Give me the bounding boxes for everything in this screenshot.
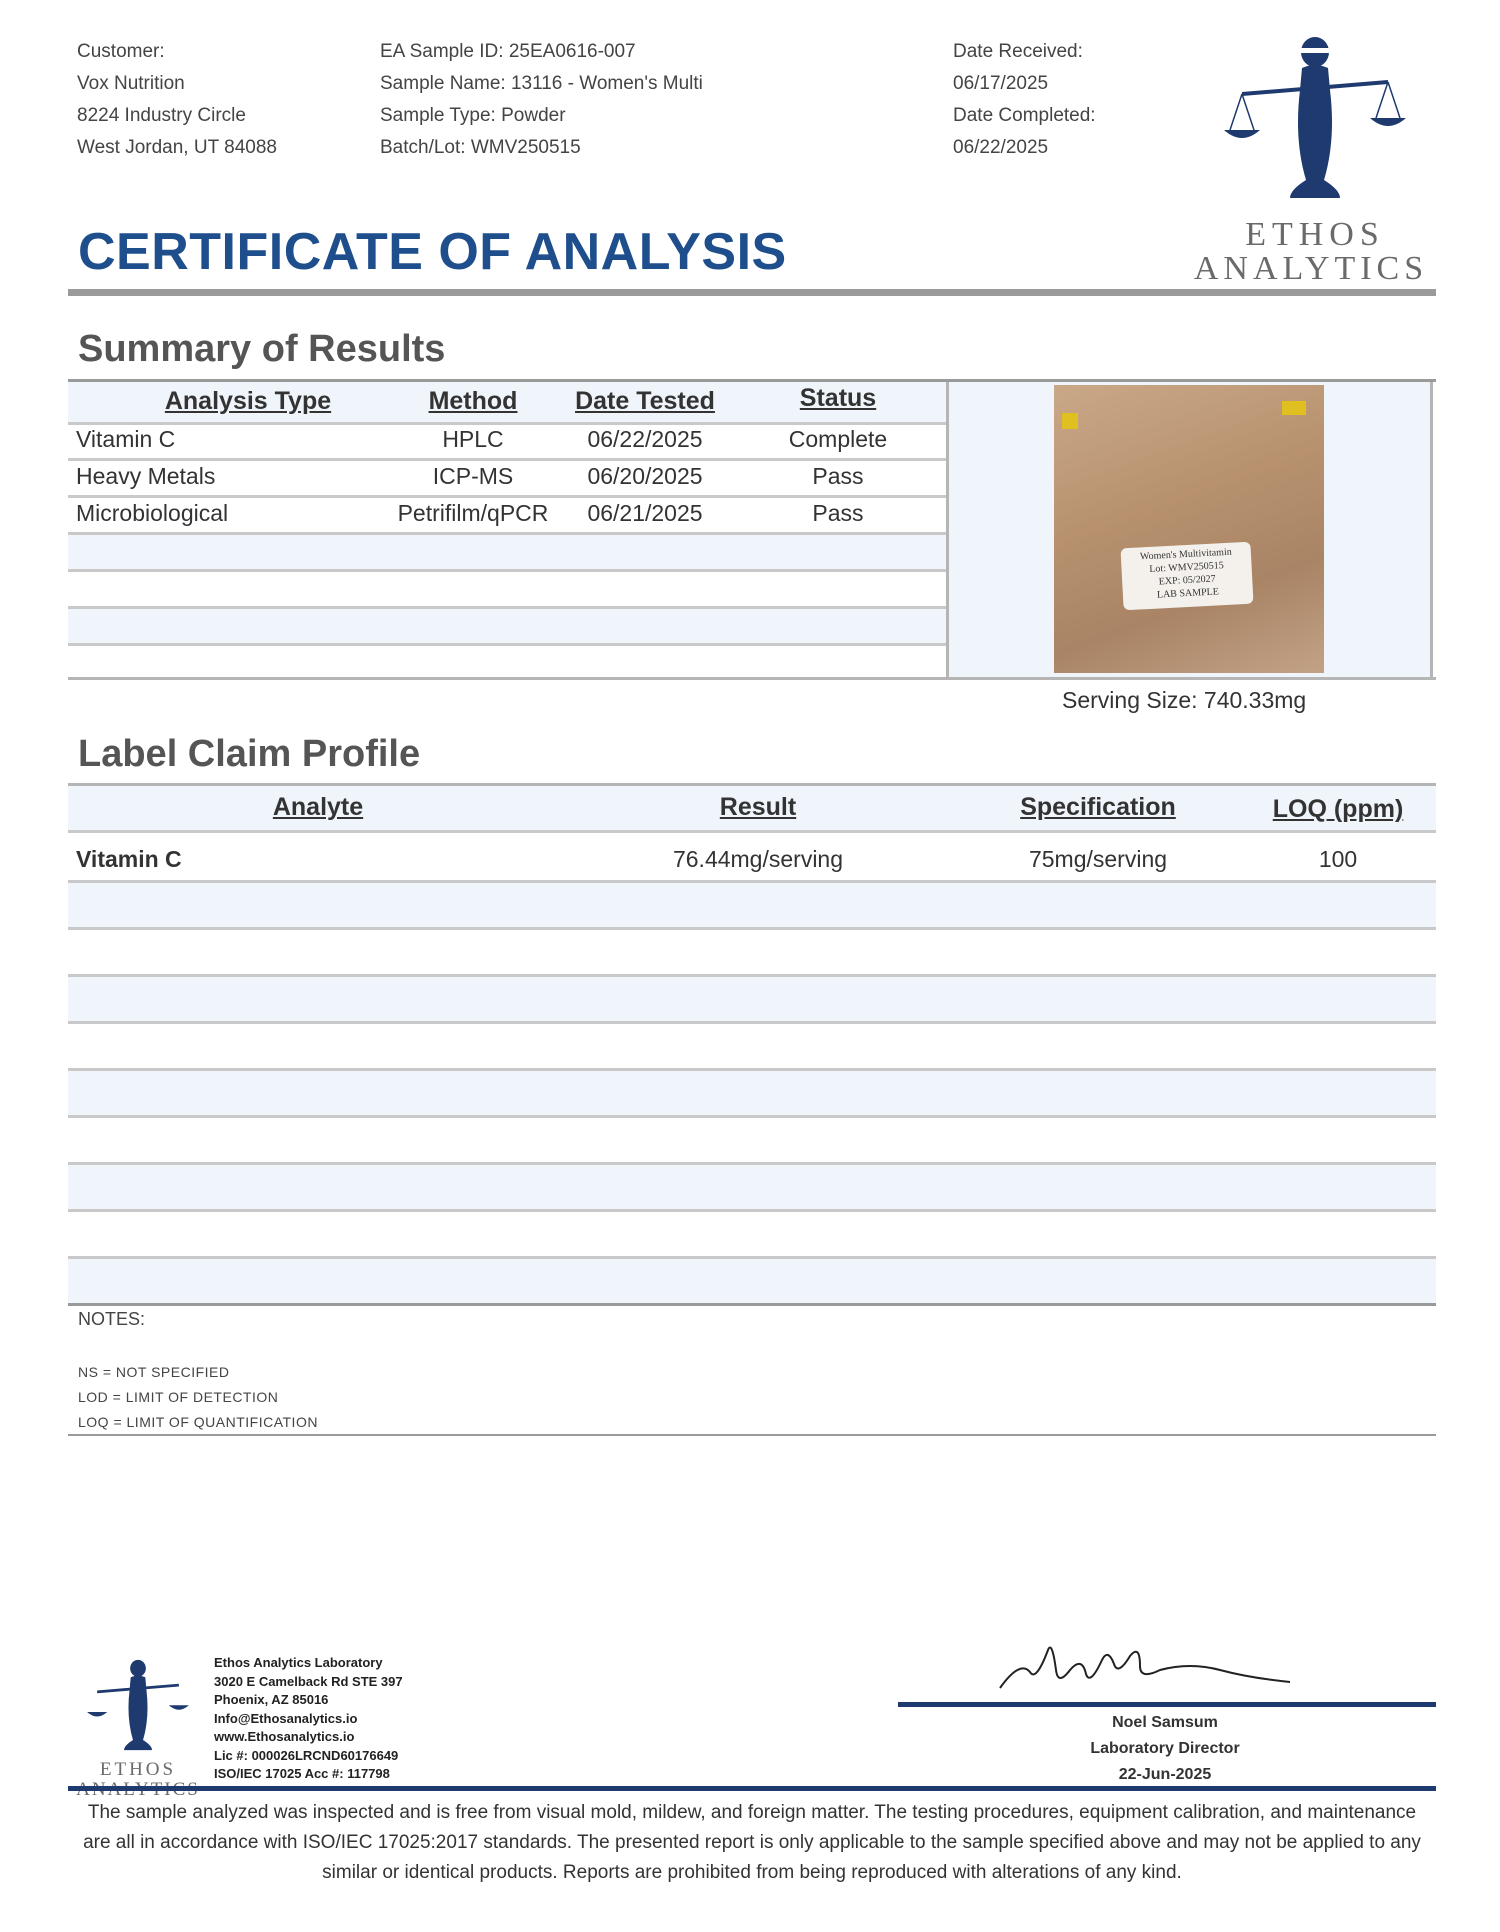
lab-license: Lic #: 000026LRCND60176649 bbox=[214, 1747, 399, 1763]
summary-row3-status: Pass bbox=[812, 500, 864, 526]
notes-list bbox=[78, 1360, 318, 1435]
sample-type: Sample Type: Powder bbox=[380, 105, 566, 126]
director-signature bbox=[990, 1630, 1310, 1700]
claim-empty-row-bg bbox=[68, 1259, 1436, 1303]
claim-col-loq: LOQ (ppm) bbox=[1272, 795, 1404, 823]
claim-row1-result: 76.44mg/serving bbox=[672, 846, 844, 872]
claim-col-analyte: Analyte bbox=[272, 793, 364, 821]
summary-row3-date: 06/21/2025 bbox=[587, 500, 703, 526]
batch-lot: Batch/Lot: WMV250515 bbox=[380, 137, 581, 158]
footer-logo-line1: ETHOS bbox=[99, 1759, 177, 1780]
note-lod: LOD = LIMIT OF DETECTION bbox=[78, 1389, 279, 1405]
footer-divider bbox=[68, 1786, 1436, 1791]
claim-bottom-rule bbox=[68, 1303, 1436, 1306]
lady-justice-scales-icon bbox=[1190, 30, 1440, 205]
claim-header-rule bbox=[68, 830, 1436, 833]
customer-name: Vox Nutrition bbox=[77, 73, 185, 94]
summary-empty-row-bg bbox=[68, 609, 946, 643]
claim-empty-row-bg bbox=[68, 1071, 1436, 1115]
claim-row1-loq: 100 bbox=[1318, 846, 1358, 872]
sample-id: EA Sample ID: 25EA0616-007 bbox=[380, 41, 636, 62]
dates-block bbox=[953, 36, 1096, 164]
summary-row1-date: 06/22/2025 bbox=[587, 426, 703, 452]
summary-heading: Summary of Results bbox=[78, 328, 446, 370]
summary-row2-analysis: Heavy Metals bbox=[76, 463, 216, 489]
summary-col-status: Status bbox=[799, 384, 877, 412]
claim-row-rule bbox=[68, 1021, 1436, 1024]
lab-iso: ISO/IEC 17025 Acc #: 117798 bbox=[214, 1766, 390, 1781]
sample-name: Sample Name: 13116 - Women's Multi bbox=[380, 73, 703, 94]
customer-address-line1: 8224 Industry Circle bbox=[77, 105, 246, 126]
lab-name: Ethos Analytics Laboratory bbox=[214, 1655, 383, 1670]
date-received: 06/17/2025 bbox=[953, 73, 1049, 94]
summary-header-rule bbox=[68, 422, 946, 425]
customer-label: Customer: bbox=[77, 41, 165, 62]
claim-row1-specification: 75mg/serving bbox=[1028, 846, 1168, 872]
claim-col-specification: Specification bbox=[1020, 793, 1176, 821]
summary-col-method: Method bbox=[428, 387, 518, 415]
summary-row2-method: ICP-MS bbox=[432, 463, 514, 489]
sample-bag-label bbox=[1120, 542, 1253, 611]
lab-address2: Phoenix, AZ 85016 bbox=[214, 1692, 329, 1707]
customer-address-line2: West Jordan, UT 84088 bbox=[77, 137, 277, 158]
signed-date: 22-Jun-2025 bbox=[1118, 1766, 1212, 1783]
summary-table bbox=[68, 379, 1436, 679]
summary-col-date-tested: Date Tested bbox=[575, 387, 715, 415]
title-divider bbox=[68, 289, 1436, 296]
date-completed: 06/22/2025 bbox=[953, 137, 1049, 158]
summary-row1-analysis: Vitamin C bbox=[76, 426, 176, 452]
logo-line1: ETHOS bbox=[1245, 216, 1385, 253]
claim-row-rule bbox=[68, 1209, 1436, 1212]
summary-row-rule bbox=[68, 643, 946, 646]
label-claim-heading: Label Claim Profile bbox=[78, 733, 421, 775]
summary-empty-row-bg bbox=[68, 535, 946, 569]
signer-block bbox=[1000, 1710, 1330, 1788]
claim-empty-row-bg bbox=[68, 1165, 1436, 1209]
sample-photo bbox=[1054, 385, 1324, 673]
bag-clip-left bbox=[1062, 413, 1078, 429]
ethos-logo bbox=[1190, 30, 1440, 287]
date-received-label: Date Received: bbox=[953, 41, 1083, 62]
lab-website[interactable]: www.Ethosanalytics.io bbox=[214, 1729, 355, 1744]
sample-image-panel bbox=[946, 382, 1433, 677]
claim-empty-row-bg bbox=[68, 977, 1436, 1021]
lady-justice-scales-icon bbox=[68, 1655, 208, 1755]
summary-row2-date: 06/20/2025 bbox=[587, 463, 703, 489]
customer-block bbox=[77, 36, 277, 164]
claim-row1-analyte: Vitamin C bbox=[76, 846, 182, 872]
claim-row-rule bbox=[68, 927, 1436, 930]
note-loq: LOQ = LIMIT OF QUANTIFICATION bbox=[78, 1414, 318, 1430]
claim-empty-row-bg bbox=[68, 883, 1436, 927]
summary-row-rule bbox=[68, 569, 946, 572]
summary-bottom-rule bbox=[68, 677, 1436, 680]
logo-line2: ANALYTICS bbox=[1193, 250, 1429, 287]
summary-row1-method: HPLC bbox=[442, 426, 504, 452]
sample-block bbox=[380, 36, 703, 164]
summary-col-analysis-type: Analysis Type bbox=[164, 387, 332, 415]
summary-row1-status: Complete bbox=[788, 426, 888, 452]
notes-label: NOTES: bbox=[78, 1309, 146, 1329]
serving-size: Serving Size: 740.33mg bbox=[1062, 687, 1307, 713]
signer-title: Laboratory Director bbox=[1090, 1740, 1240, 1757]
lab-address1: 3020 E Camelback Rd STE 397 bbox=[214, 1673, 403, 1689]
disclaimer: The sample analyzed was inspected and is free from visual mold, mildew, and foreign matter. The testing procedures, equipment calibration, and maintenance are all in accordance with ISO/IEC 17025:2017 standards. The presented report is only applicable to the sample specified above and may not be applied to any similar or identical products. Reports are prohibited from being reproduced with alterations of any kind. bbox=[83, 1802, 1421, 1883]
footer-logo bbox=[68, 1655, 208, 1795]
bag-clip-right bbox=[1282, 401, 1306, 415]
bag-label-line1: Women's Multivitamin bbox=[1139, 546, 1233, 563]
notes-divider bbox=[68, 1434, 1436, 1436]
bag-label-line2: Lot: WMV250515 bbox=[1149, 560, 1225, 575]
signature-line bbox=[898, 1702, 1436, 1707]
bag-label-line3: EXP: 05/2027 bbox=[1158, 573, 1216, 588]
bag-label-line4: LAB SAMPLE bbox=[1156, 586, 1220, 601]
note-ns: NS = NOT SPECIFIED bbox=[78, 1364, 230, 1380]
summary-row3-analysis: Microbiological bbox=[76, 500, 229, 526]
summary-row-rule bbox=[68, 458, 946, 461]
page-title: CERTIFICATE OF ANALYSIS bbox=[78, 223, 787, 281]
lab-contact-block bbox=[214, 1654, 403, 1784]
date-completed-label: Date Completed: bbox=[953, 105, 1096, 126]
claim-row-rule bbox=[68, 1115, 1436, 1118]
signer-name: Noel Samsum bbox=[1112, 1714, 1218, 1731]
summary-row2-status: Pass bbox=[812, 463, 864, 489]
summary-row-rule bbox=[68, 495, 946, 498]
label-claim-table bbox=[68, 783, 1436, 1303]
lab-email[interactable]: Info@Ethosanalytics.io bbox=[214, 1710, 358, 1726]
claim-col-result: Result bbox=[719, 793, 797, 821]
summary-row3-method: Petrifilm/qPCR bbox=[397, 500, 549, 526]
